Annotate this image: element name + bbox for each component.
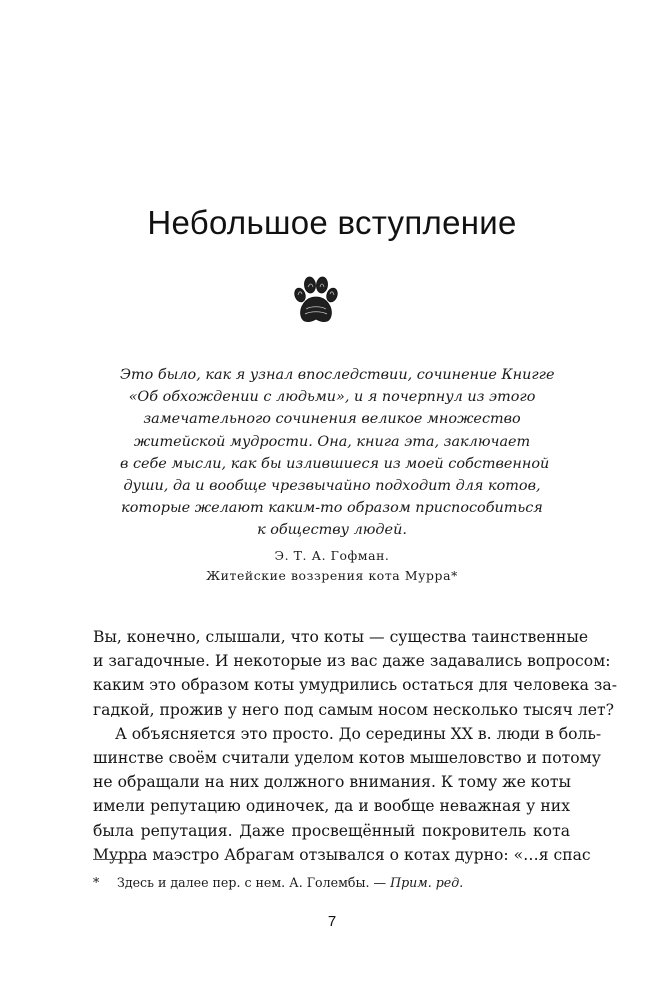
body-line: не обращали на них должного внимания. К тому же коты xyxy=(93,773,571,792)
body-line: каким это образом коты умудрились остаться для человека за- xyxy=(93,676,617,695)
chapter-title: Небольшое вступление xyxy=(147,204,517,241)
epigraph-line: к обществу людей. xyxy=(257,522,407,539)
epigraph-line: замечательного сочинения великое множество xyxy=(143,411,521,428)
footnote-editor-note: Прим. ред. xyxy=(390,875,464,890)
epigraph-source: Житейские воззрения кота Мурра* xyxy=(206,568,458,583)
paw-print-icon xyxy=(291,273,341,327)
body-line: имели репутацию одиночек, да и вообще неважная у них xyxy=(93,797,570,816)
body-text xyxy=(93,625,617,867)
epigraph-line: житейской мудрости. Она, книга эта, заключает xyxy=(133,433,531,450)
body-line: и загадочные. И некоторые из вас даже задавались вопросом: xyxy=(93,652,611,671)
epigraph-line: в себе мысли, как бы излившиеся из моей собственной xyxy=(120,455,550,472)
body-line: шинстве своём считали уделом котов мышеловство и потому xyxy=(93,749,601,768)
footnote xyxy=(93,874,570,892)
footnote-text: Здесь и далее пер. с нем. А. Голембы. — xyxy=(117,875,387,890)
body-line: А объясняется это просто. До середины XX в. люди в боль- xyxy=(115,724,602,743)
page-number: 7 xyxy=(327,913,337,930)
epigraph-line: Это было, как я узнал впоследствии, сочинение Книгге xyxy=(120,367,555,383)
epigraph-line: души, да и вообще чрезвычайно подходит для котов, xyxy=(123,478,541,495)
body-line: Вы, конечно, слышали, что коты — существа таинственные xyxy=(93,628,589,646)
epigraph-attribution xyxy=(150,546,514,586)
epigraph-author: Э. Т. А. Гофман. xyxy=(274,548,390,563)
epigraph-line: которые желают каким-то образом приспособиться xyxy=(121,500,543,517)
epigraph-line: «Об обхождении с людьми», и я почерпнул из этого xyxy=(128,389,536,406)
body-line: гадкой, прожив у него под самым носом несколько тысяч лет? xyxy=(93,700,614,719)
footnote-divider xyxy=(93,859,145,860)
epigraph-quote xyxy=(120,364,555,542)
body-line: была репутация. Даже просвещённый покровитель кота xyxy=(93,821,570,840)
footnote-marker: * xyxy=(93,875,100,890)
body-line: Мурра маэстро Абрагам отзывался о котах дурно: «…я спас xyxy=(93,845,591,864)
